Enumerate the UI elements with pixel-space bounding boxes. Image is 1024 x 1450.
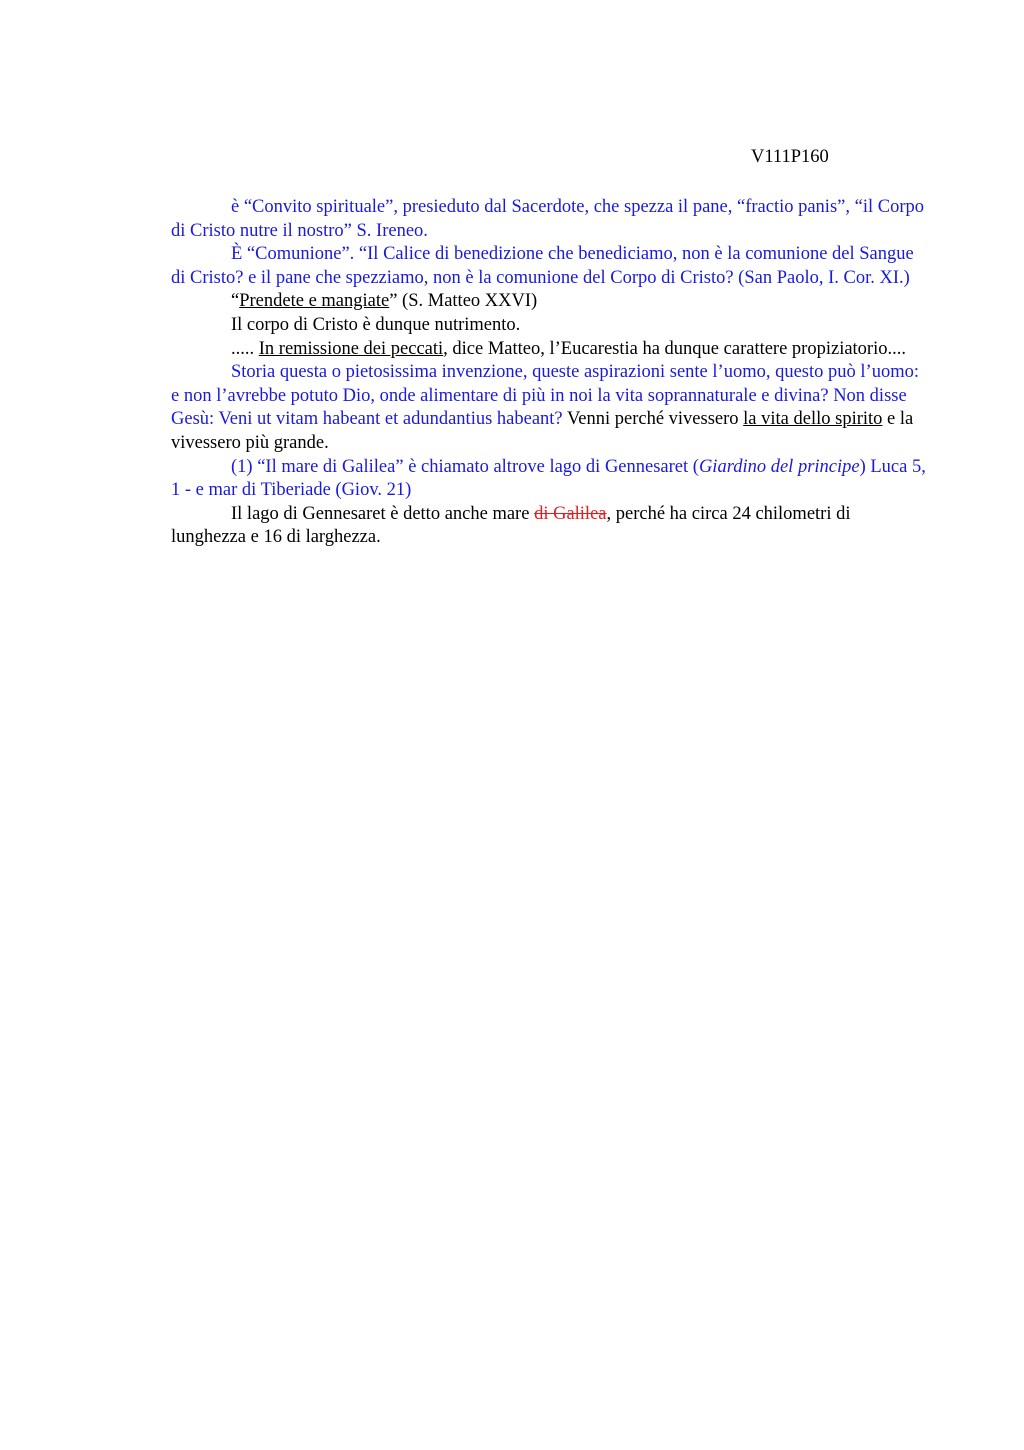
annotation-text: Storia questa o pietosissima invenzione, queste aspirazioni sente l’uomo, questo può l’uomo: e non l’avrebbe potuto Dio, onde alimentare di più in noi la vita soprannaturale e divina? Non disse Gesù: Veni ut vitam habeant et adundantius habeant?	[171, 362, 919, 430]
underlined-phrase: Prendete e mangiate	[239, 291, 390, 312]
italic-phrase: Giardino del principe	[698, 456, 860, 477]
body-text-rest: e la vivessero più grande.	[171, 409, 914, 453]
paragraph-gennesaret-lead: Il lago di Gennesaret è detto anche mare	[231, 503, 535, 524]
paragraph-nutrimento	[171, 314, 927, 338]
open-quote: “	[231, 291, 240, 312]
document-body	[171, 196, 927, 550]
paragraph-convito-text: è “Convito spirituale”, presieduto dal Sacerdote, che spezza il pane, “fractio panis”, “il Corpo di Cristo nutre il nostro” S. Ireneo.	[171, 197, 924, 241]
paragraph-nutrimento-text: Il corpo di Cristo è dunque nutrimento.	[231, 314, 521, 335]
paragraph-remissione	[171, 338, 927, 362]
paragraph-comunione-text: È “Comunione”. “Il Calice di benedizione che benediciamo, non è la comunione del Sangue di Cristo? e il pane che spezziamo, non è la comunione del Corpo di Cristo? (San Paolo, I. Cor. XI.)	[171, 244, 914, 288]
body-text-lead: Venni perché vivessero	[562, 409, 744, 430]
footnote-galilea	[171, 456, 927, 503]
struck-text: di Galilea	[534, 503, 607, 524]
paragraph-remissione-rest: , dice Matteo, l’Eucarestia ha dunque carattere propiziatorio....	[443, 338, 906, 359]
paragraph-comunione	[171, 243, 927, 290]
page-identifier: V111P160	[751, 147, 829, 167]
paragraph-gennesaret-rest: , perché ha circa 24 chilometri di lunghezza e 16 di larghezza.	[171, 503, 851, 548]
paragraph-convito	[171, 196, 927, 243]
underlined-phrase: In remissione dei peccati	[258, 338, 444, 359]
ellipsis-lead: .....	[231, 338, 259, 359]
paragraph-storia	[171, 361, 927, 455]
underlined-phrase: la vita dello spirito	[743, 409, 883, 430]
paragraph-prendete	[171, 290, 927, 314]
paragraph-gennesaret	[171, 503, 927, 550]
footnote-lead: (1) “Il mare di Galilea” è chiamato altrove lago di Gennesaret (	[231, 456, 699, 477]
citation: ” (S. Matteo XXVI)	[389, 291, 538, 312]
footnote-rest: ) Luca 5, 1 - e mar di Tiberiade (Giov. 21)	[171, 456, 926, 501]
